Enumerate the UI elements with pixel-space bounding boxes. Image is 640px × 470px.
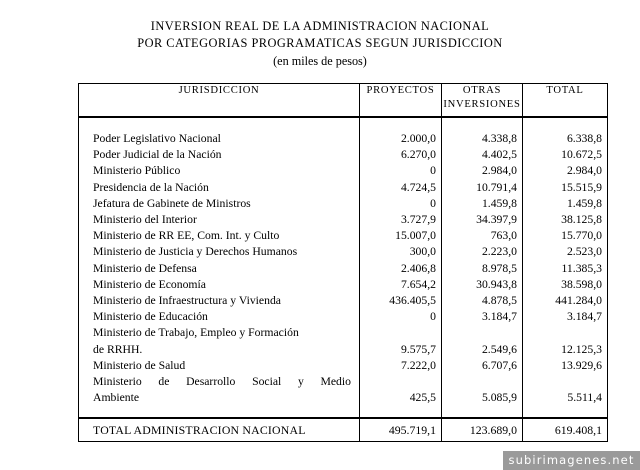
row-label: Ministerio Público xyxy=(79,163,360,179)
row-label-line2: Ambiente xyxy=(93,391,140,405)
table-row xyxy=(79,309,608,325)
row-label: Ministerio de RR EE, Com. Int. y Culto xyxy=(79,228,360,244)
watermark: subirimagenes.net xyxy=(503,451,640,470)
total-proyectos: 495.719,1 xyxy=(360,418,442,442)
row-proyectos: 0 xyxy=(360,309,442,325)
row-otras: 2.223,0 xyxy=(442,244,523,260)
row-label-line1: Ministerio de Trabajo, Empleo y Formación xyxy=(93,326,299,340)
row-label xyxy=(79,374,360,406)
row-total: 11.385,3 xyxy=(523,261,608,277)
total-label: TOTAL ADMINISTRACION NACIONAL xyxy=(79,418,360,442)
table-row xyxy=(79,358,608,374)
table-row xyxy=(79,374,608,406)
table-row xyxy=(79,325,608,357)
row-otras: 8.978,5 xyxy=(442,261,523,277)
table-row xyxy=(79,212,608,228)
spacer-cell xyxy=(523,117,608,131)
table-row xyxy=(79,228,608,244)
row-proyectos: 6.270,0 xyxy=(360,147,442,163)
row-label: Presidencia de la Nación xyxy=(79,180,360,196)
row-total: 38.598,0 xyxy=(523,277,608,293)
table-row xyxy=(79,261,608,277)
row-otras: 34.397,9 xyxy=(442,212,523,228)
row-total: 1.459,8 xyxy=(523,196,608,212)
row-label-line2: de RRHH. xyxy=(93,342,143,356)
row-otras-value: 5.085,9 xyxy=(481,391,517,405)
spacer-cell xyxy=(360,117,442,131)
header-otras-inversiones xyxy=(442,84,523,118)
table-total-row xyxy=(79,418,608,442)
row-proyectos: 7.222,0 xyxy=(360,358,442,374)
row-label: Ministerio de Economía xyxy=(79,277,360,293)
row-total: 13.929,6 xyxy=(523,358,608,374)
row-proyectos: 7.654,2 xyxy=(360,277,442,293)
row-proyectos: 0 xyxy=(360,163,442,179)
row-proyectos-value: 425,5 xyxy=(409,391,436,405)
table-row xyxy=(79,131,608,147)
row-otras: 3.184,7 xyxy=(442,309,523,325)
row-label: Ministerio de Salud xyxy=(79,358,360,374)
total-otras: 123.689,0 xyxy=(442,418,523,442)
table-row xyxy=(79,277,608,293)
row-label: Poder Judicial de la Nación xyxy=(79,147,360,163)
row-proyectos: 2.406,8 xyxy=(360,261,442,277)
row-total: 2.984,0 xyxy=(523,163,608,179)
row-label: Ministerio de Educación xyxy=(79,309,360,325)
spacer-cell xyxy=(523,406,608,418)
row-label: Poder Legislativo Nacional xyxy=(79,131,360,147)
row-total: 15.515,9 xyxy=(523,180,608,196)
row-proyectos xyxy=(360,374,442,406)
table-row xyxy=(79,147,608,163)
budget-table-container xyxy=(78,83,607,442)
row-proyectos: 2.000,0 xyxy=(360,131,442,147)
table-spacer-bottom xyxy=(79,406,608,418)
row-proyectos: 0 xyxy=(360,196,442,212)
row-total xyxy=(523,325,608,357)
row-otras: 2.984,0 xyxy=(442,163,523,179)
row-total: 441.284,0 xyxy=(523,293,608,309)
total-total: 619.408,1 xyxy=(523,418,608,442)
row-proyectos xyxy=(360,325,442,357)
row-otras-value: 2.549,6 xyxy=(481,342,517,356)
row-label: Jefatura de Gabinete de Ministros xyxy=(79,196,360,212)
spacer-cell xyxy=(360,406,442,418)
row-total: 6.338,8 xyxy=(523,131,608,147)
header-total: TOTAL xyxy=(523,84,608,118)
header-proyectos: PROYECTOS xyxy=(360,84,442,118)
row-otras: 4.338,8 xyxy=(442,131,523,147)
row-label: Ministerio del Interior xyxy=(79,212,360,228)
table-row xyxy=(79,293,608,309)
table-row xyxy=(79,244,608,260)
row-label: Ministerio de Defensa xyxy=(79,261,360,277)
spacer-cell xyxy=(79,117,360,131)
row-otras: 1.459,8 xyxy=(442,196,523,212)
row-proyectos: 300,0 xyxy=(360,244,442,260)
row-label xyxy=(79,325,360,357)
table-spacer-top xyxy=(79,117,608,131)
table-row xyxy=(79,180,608,196)
title-line-2: POR CATEGORIAS PROGRAMATICAS SEGUN JURISDICCION xyxy=(137,36,503,50)
row-label: Ministerio de Infraestructura y Vivienda xyxy=(79,293,360,309)
row-total: 15.770,0 xyxy=(523,228,608,244)
row-otras: 30.943,8 xyxy=(442,277,523,293)
row-label: Ministerio de Justicia y Derechos Humanos xyxy=(79,244,360,260)
row-otras: 4.402,5 xyxy=(442,147,523,163)
row-otras xyxy=(442,325,523,357)
row-otras: 763,0 xyxy=(442,228,523,244)
row-proyectos: 436.405,5 xyxy=(360,293,442,309)
title-line-1: INVERSION REAL DE LA ADMINISTRACION NACIONAL xyxy=(150,19,490,33)
header-otras-line1: OTRAS xyxy=(462,85,502,96)
spacer-cell xyxy=(442,117,523,131)
table-header-row xyxy=(79,84,608,118)
document-subtitle: (en miles de pesos) xyxy=(273,54,367,68)
row-otras: 6.707,6 xyxy=(442,358,523,374)
row-total-value: 12.125,3 xyxy=(561,342,602,356)
table-row xyxy=(79,196,608,212)
row-otras: 10.791,4 xyxy=(442,180,523,196)
row-proyectos: 15.007,0 xyxy=(360,228,442,244)
row-otras xyxy=(442,374,523,406)
row-total: 2.523,0 xyxy=(523,244,608,260)
header-otras-line2: INVERSIONES xyxy=(443,99,521,110)
row-total: 3.184,7 xyxy=(523,309,608,325)
row-proyectos: 3.727,9 xyxy=(360,212,442,228)
row-total-value: 5.511,4 xyxy=(567,391,602,405)
row-total: 38.125,8 xyxy=(523,212,608,228)
table-row xyxy=(79,163,608,179)
budget-table xyxy=(78,83,608,442)
row-label-line1: Ministerio de Desarrollo Social y Medio xyxy=(93,375,351,389)
row-proyectos: 4.724,5 xyxy=(360,180,442,196)
header-jurisdiccion: JURISDICCION xyxy=(79,84,360,118)
spacer-cell xyxy=(79,406,360,418)
row-total: 10.672,5 xyxy=(523,147,608,163)
row-proyectos-value: 9.575,7 xyxy=(400,342,436,356)
spacer-cell xyxy=(442,406,523,418)
row-otras: 4.878,5 xyxy=(442,293,523,309)
document-title-block xyxy=(0,18,640,71)
row-total xyxy=(523,374,608,406)
